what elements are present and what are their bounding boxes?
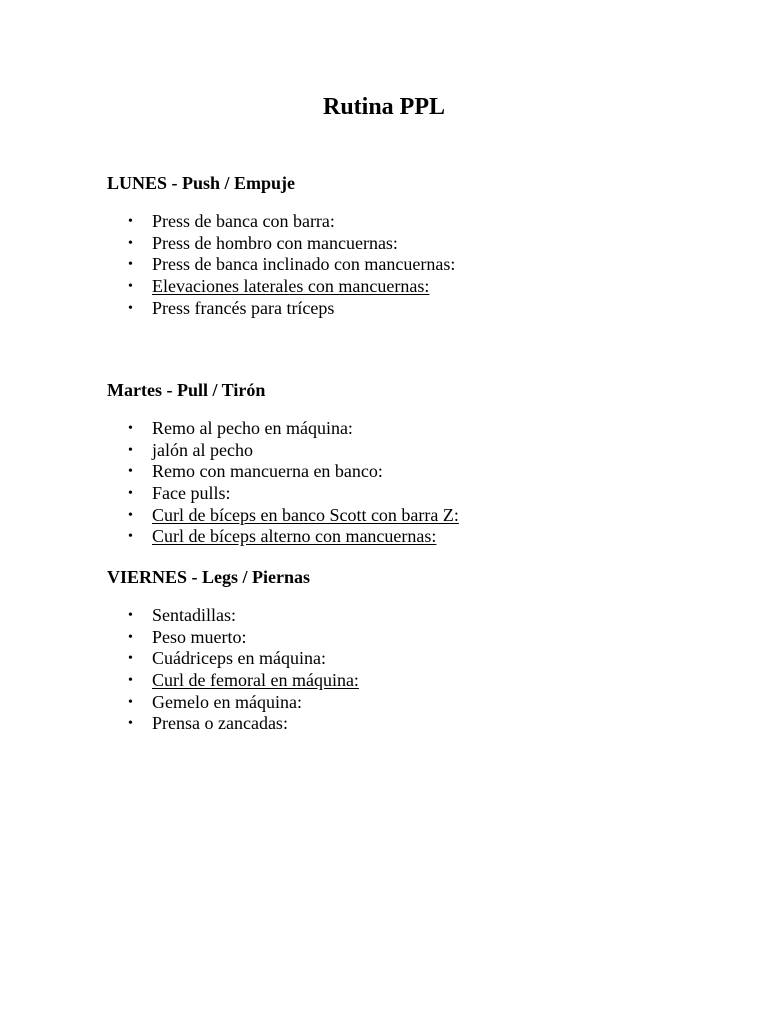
list-item [107,233,707,255]
exercise-list [107,211,707,319]
list-item[interactable] [107,526,707,548]
bullet-icon: • [128,235,133,251]
bullet-icon: • [128,507,133,523]
section-heading: LUNES - Push / Empuje [107,173,296,193]
exercise-text: jalón al pecho [152,439,253,460]
bullet-icon: • [128,421,133,436]
exercise-link[interactable]: Elevaciones laterales con mancuernas: [152,276,430,297]
section-viernes [107,566,707,735]
list-item[interactable] [107,505,707,527]
list-item [107,605,707,627]
list-item [107,211,707,233]
list-item [107,713,707,735]
exercise-link[interactable]: Curl de bíceps en banco Scott con barra Z: [152,504,459,525]
exercise-text: Face pulls: [152,483,231,504]
bullet-icon: • [128,257,133,273]
exercise-text: Press francés para tríceps [152,297,335,318]
list-item [107,298,707,320]
bullet-icon: • [128,716,133,732]
bullet-icon: • [128,464,133,480]
bullet-icon: • [128,529,133,545]
bullet-icon: • [128,694,133,710]
list-item [107,461,707,483]
exercise-link[interactable]: Curl de bíceps alterno con mancuernas: [152,526,437,547]
document-title: Rutina PPL [322,94,445,120]
exercise-text: Remo con mancuerna en banco: [152,461,383,482]
exercise-list [107,418,707,548]
list-item [107,254,707,276]
exercise-text: Sentadillas: [152,605,236,625]
exercise-text: Gemelo en máquina: [152,691,302,712]
exercise-text: Peso muerto: [152,626,247,647]
section-heading: Martes - Pull / Tirón [107,380,266,400]
bullet-icon: • [128,300,133,316]
list-item [107,483,707,505]
bullet-icon: • [128,651,133,667]
list-item [107,440,707,462]
bullet-icon: • [128,214,133,229]
exercise-link[interactable]: Curl de femoral en máquina: [152,670,359,691]
list-item [107,627,707,649]
list-item[interactable] [107,670,707,692]
section-heading: VIERNES - Legs / Piernas [107,567,311,587]
list-item [107,692,707,714]
exercise-text: Prensa o zancadas: [152,713,288,734]
exercise-text: Press de banca con barra: [152,211,335,231]
bullet-icon: • [128,673,133,689]
section-lunes [107,172,707,319]
exercise-text: Press de hombro con mancuernas: [152,232,398,253]
list-item [107,418,707,440]
list-item[interactable] [107,276,707,298]
exercise-text: Press de banca inclinado con mancuernas: [152,254,456,275]
exercise-list [107,605,707,735]
list-item [107,648,707,670]
exercise-text: Cuádriceps en máquina: [152,648,326,669]
section-martes [107,379,707,548]
bullet-icon: • [128,279,133,295]
bullet-icon: • [128,608,133,623]
exercise-text: Remo al pecho en máquina: [152,418,353,438]
bullet-icon: • [128,486,133,502]
bullet-icon: • [128,629,133,645]
bullet-icon: • [128,442,133,458]
